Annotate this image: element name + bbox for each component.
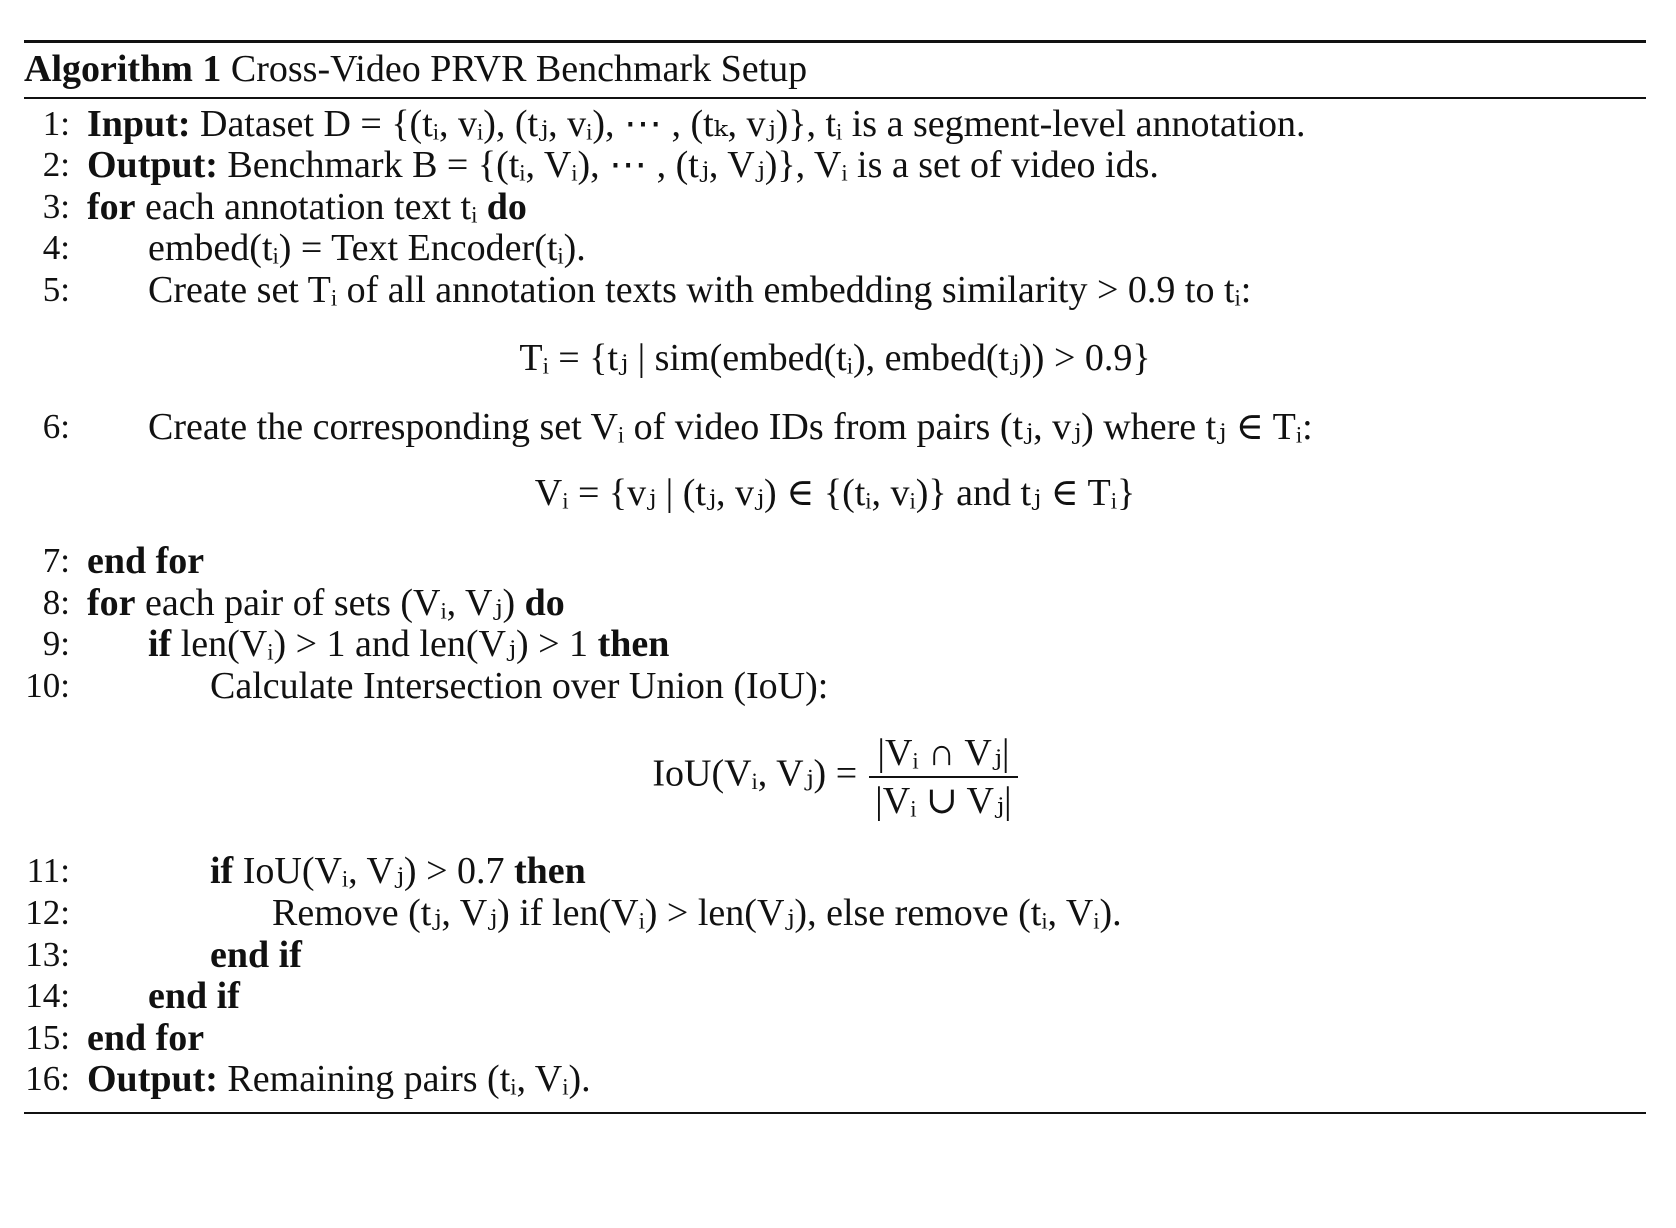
keyword: end for [87, 540, 205, 582]
line-number: 16: [25, 1059, 70, 1098]
line-text: len(Vᵢ) > 1 and len(Vⱼ) > 1 [171, 623, 598, 665]
algorithm-caption [24, 44, 807, 94]
iou-denominator: |Vᵢ ∪ Vⱼ| [875, 780, 1012, 822]
line-content [87, 142, 1159, 188]
line-number: 14: [25, 976, 70, 1015]
keyword: if [148, 623, 172, 665]
line-text: IoU(Vᵢ, Vⱼ) > 0.7 [233, 850, 515, 892]
equation-video-set: Vᵢ = {vⱼ | (tⱼ, vⱼ) ∈ {(tᵢ, vᵢ)} and tⱼ ∈ Tᵢ} [534, 472, 1136, 514]
equation-similarity-set: Tᵢ = {tⱼ | sim(embed(tᵢ), embed(tⱼ)) > 0.9} [519, 337, 1151, 379]
line-text: Remaining pairs (tᵢ, Vᵢ). [217, 1058, 591, 1100]
keyword: Output: [87, 144, 218, 186]
line-number: 11: [26, 851, 70, 890]
keyword: for [87, 582, 136, 624]
line-number: 1: [42, 104, 70, 143]
keyword: for [87, 186, 136, 228]
iou-lhs: IoU(Vᵢ, Vⱼ) = [652, 752, 858, 795]
line-text: each pair of sets (Vᵢ, Vⱼ) [135, 582, 525, 624]
keyword: then [514, 850, 586, 892]
keyword: do [486, 186, 527, 228]
line-text: embed(tᵢ) = Text Encoder(tᵢ). [148, 227, 586, 269]
keyword: end if [210, 934, 302, 976]
keyword: end for [87, 1017, 205, 1059]
keyword: if [210, 850, 234, 892]
line-content [148, 621, 669, 667]
keyword: Output: [87, 1058, 218, 1100]
line-content [87, 101, 1306, 147]
line-number: 4: [42, 228, 70, 267]
equation-iou [24, 730, 1646, 824]
line-number: 3: [42, 187, 70, 226]
line-content [210, 848, 586, 894]
line-number: 2: [42, 145, 70, 184]
line-content [87, 184, 527, 230]
line-text: Remove (tⱼ, Vⱼ) if len(Vᵢ) > len(Vⱼ), else remove (tᵢ, Vᵢ). [272, 892, 1122, 934]
keyword: end if [148, 975, 240, 1017]
caption-rule [24, 97, 1646, 99]
line-content [87, 1056, 591, 1102]
keyword: then [597, 623, 670, 665]
keyword: do [524, 582, 565, 624]
line-number: 10: [25, 666, 70, 705]
line-number: 6: [42, 407, 70, 446]
bottom-rule [24, 1112, 1646, 1114]
line-number: 9: [42, 624, 70, 663]
line-text: Create the corresponding set Vᵢ of video IDs from pairs (tⱼ, vⱼ) where tⱼ ∈ Tᵢ: [148, 406, 1313, 448]
iou-numerator: |Vᵢ ∩ Vⱼ| [869, 730, 1018, 778]
top-rule [24, 40, 1646, 43]
line-text: Benchmark B = {(tᵢ, Vᵢ), ⋯ , (tⱼ, Vⱼ)}, Vᵢ is a set of video ids. [217, 144, 1159, 186]
line-number: 8: [42, 583, 70, 622]
iou-fraction [869, 730, 1018, 824]
algorithm-title: Cross-Video PRVR Benchmark Setup [230, 48, 808, 90]
line-number: 12: [25, 893, 70, 932]
line-number: 13: [25, 935, 70, 974]
line-text: Calculate Intersection over Union (IoU): [210, 665, 829, 707]
line-number: 5: [42, 270, 70, 309]
keyword: Input: [87, 103, 191, 145]
line-number: 15: [25, 1018, 70, 1057]
line-number: 7: [42, 541, 70, 580]
algorithm-label: Algorithm 1 [24, 48, 222, 90]
line-content [87, 580, 565, 626]
line-text: each annotation text tᵢ [135, 186, 487, 228]
line-text: Create set Tᵢ of all annotation texts with embedding similarity > 0.9 to tᵢ: [148, 269, 1252, 311]
line-text: Dataset D = {(tᵢ, vᵢ), (tⱼ, vᵢ), ⋯ , (tₖ, vⱼ)}, tᵢ is a segment-level annotation. [190, 103, 1306, 145]
